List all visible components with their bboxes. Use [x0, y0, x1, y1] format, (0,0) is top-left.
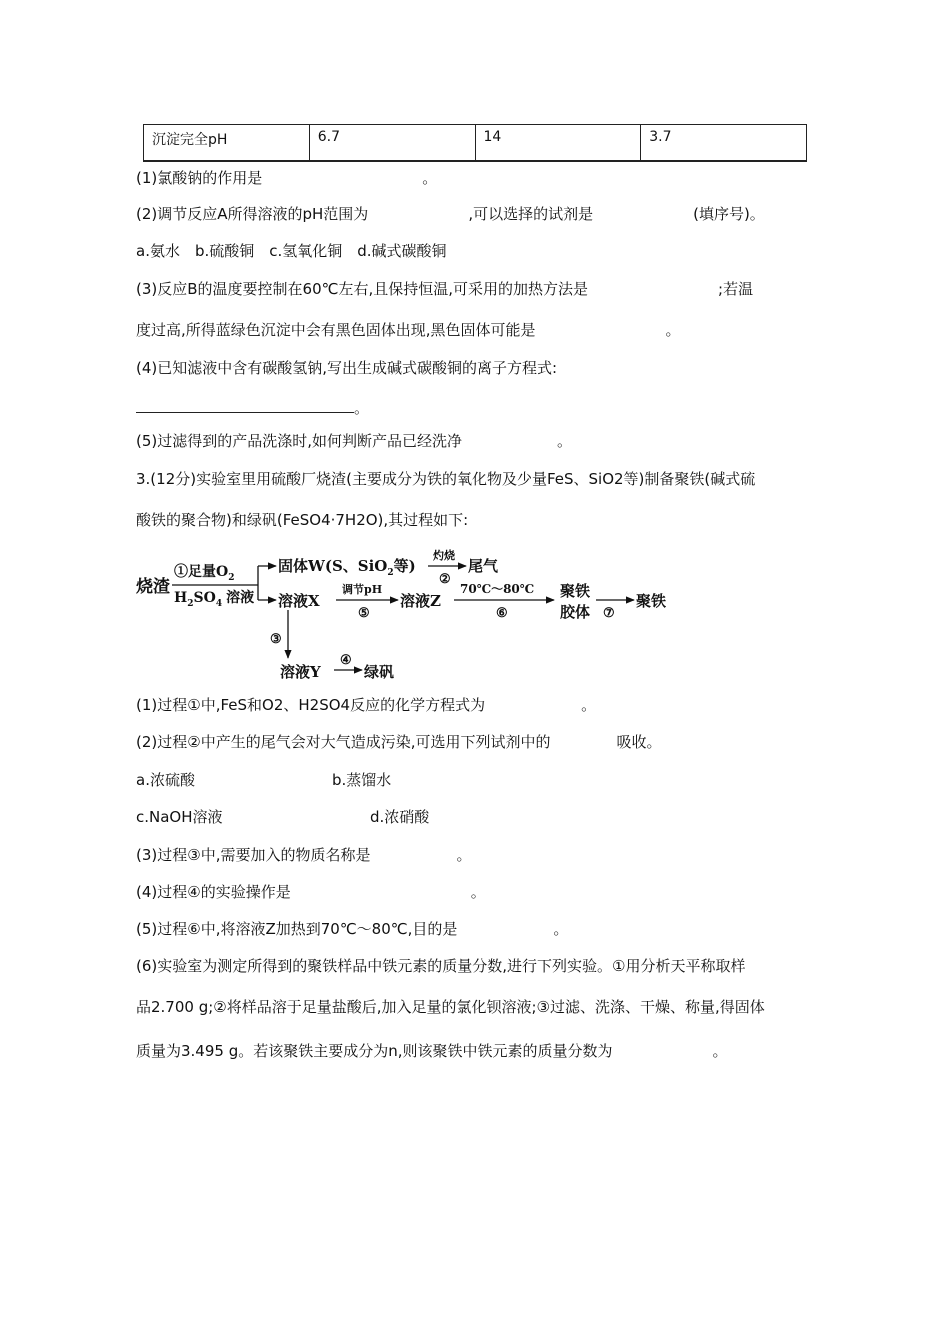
table-row	[144, 125, 807, 162]
q3-sub6-line3	[136, 1041, 728, 1061]
burn-label: 灼烧	[433, 549, 455, 562]
question-text: (2)调节反应A所得溶液的pH范围为	[136, 205, 369, 223]
table-cell-label: 沉淀完全pH	[144, 125, 310, 162]
q2-options: a.氨水 b.硫酸铜 c.氢氧化铜 d.碱式碳酸铜	[136, 242, 447, 260]
adjust-number: ⑤	[358, 606, 370, 621]
table-cell: 6.7	[309, 125, 475, 162]
question-text: ,可以选择的试剂是	[468, 205, 594, 223]
solution-x: 溶液X	[278, 592, 320, 610]
heat-label: 70℃～80℃	[460, 582, 535, 596]
q2-sub3-line2	[136, 320, 681, 340]
q3-sub5	[136, 919, 568, 939]
table-cell: 3.7	[641, 125, 807, 162]
q2-sub2	[136, 204, 765, 224]
question-text: 度过高,所得蓝绿色沉淀中会有黑色固体出现,黑色固体可能是	[136, 321, 536, 339]
question-text: (1)过程①中,FeS和O2、H2SO4反应的化学方程式为	[136, 696, 486, 714]
q2-sub1	[136, 168, 437, 188]
adjust-label: 调节pH	[342, 583, 383, 596]
question-text: 。	[665, 321, 681, 339]
question-text: (4)过程④的实验操作是	[136, 883, 291, 901]
question-text: (3)反应B的温度要控制在60℃左右,且保持恒温,可采用的加热方法是	[136, 280, 589, 298]
process-flow-diagram	[130, 540, 690, 685]
q3-sub6-line1: (6)实验室为测定所得到的聚铁样品中铁元素的质量分数,进行下列实验。①用分析天平称取样	[136, 957, 746, 975]
burn-number: ②	[439, 572, 451, 587]
precipitation-ph-table	[143, 124, 807, 162]
start-material: 烧渣	[136, 577, 170, 597]
question-text: (1)氯酸钠的作用是	[136, 169, 263, 187]
q2-sub4-line2	[136, 396, 369, 418]
question-text: (5)过程⑥中,将溶液Z加热到70℃～80℃,目的是	[136, 920, 458, 938]
q3-sub2	[136, 732, 661, 752]
table-cell: 14	[475, 125, 641, 162]
q2-sub5	[136, 431, 572, 451]
q2-sub4-line1: (4)已知滤液中含有碳酸氢钠,写出生成碱式碳酸铜的离子方程式:	[136, 359, 558, 377]
q3-intro-line2: 酸铁的聚合物)和绿矾(FeSO4·7H2O),其过程如下:	[136, 511, 469, 529]
question-text: 。	[354, 399, 370, 417]
step1-bottom-label: $H_2SO_4$ 溶液	[174, 590, 255, 609]
green-vitriol: 绿矾	[364, 663, 395, 681]
question-text: 。	[456, 846, 472, 864]
question-text: 。	[422, 169, 438, 187]
step1-top-label: ①足量$O_2$	[174, 564, 235, 583]
question-text: 。	[553, 920, 569, 938]
heat-number: ⑥	[496, 606, 508, 621]
solution-z: 溶液Z	[400, 592, 441, 610]
colloid-line1: 聚铁	[560, 582, 591, 600]
q3-sub4	[136, 882, 486, 902]
solution-y: 溶液Y	[280, 663, 321, 681]
solid-w: 固体W(S、SiO$_2$等)	[278, 557, 416, 578]
product-polyiron: 聚铁	[636, 592, 667, 610]
question-text: 质量为3.495 g。若该聚铁主要成分为n,则该聚铁中铁元素的质量分数为	[136, 1042, 613, 1060]
q3-intro-line1: 3.(12分)实验室里用硫酸厂烧渣(主要成分为铁的氧化物及少量FeS、SiO2等)制备聚铁(碱式硫	[136, 470, 756, 488]
question-text: (3)过程③中,需要加入的物质名称是	[136, 846, 371, 864]
question-text: (2)过程②中产生的尾气会对大气造成污染,可选用下列试剂中的	[136, 733, 551, 751]
question-text: 。	[470, 883, 486, 901]
question-text: 。	[557, 432, 573, 450]
question-text: (5)过滤得到的产品洗涤时,如何判断产品已经洗净	[136, 432, 463, 450]
answer-underline	[136, 396, 354, 413]
step4-number: ④	[340, 653, 352, 668]
q2-sub3-line1	[136, 279, 753, 299]
step3-number: ③	[270, 632, 282, 647]
question-text: ;若温	[718, 280, 754, 298]
question-text: 吸收。	[616, 733, 662, 751]
q3-option-a: a.浓硫酸	[136, 771, 195, 789]
colloid-line2: 胶体	[560, 603, 591, 621]
step7-number: ⑦	[603, 606, 615, 621]
question-text: 。	[581, 696, 597, 714]
q3-option-d: d.浓硝酸	[370, 808, 430, 826]
tail-gas: 尾气	[468, 557, 499, 575]
q3-sub6-line2: 品2.700 g;②将样品溶于足量盐酸后,加入足量的氯化钡溶液;③过滤、洗涤、干燥、称量,得固体	[136, 998, 765, 1016]
q3-option-b: b.蒸馏水	[332, 771, 392, 789]
q3-sub1	[136, 695, 596, 715]
q3-option-c: c.NaOH溶液	[136, 808, 223, 826]
question-text: (填序号)。	[693, 205, 765, 223]
q3-sub3	[136, 845, 471, 865]
question-text: 。	[712, 1042, 728, 1060]
